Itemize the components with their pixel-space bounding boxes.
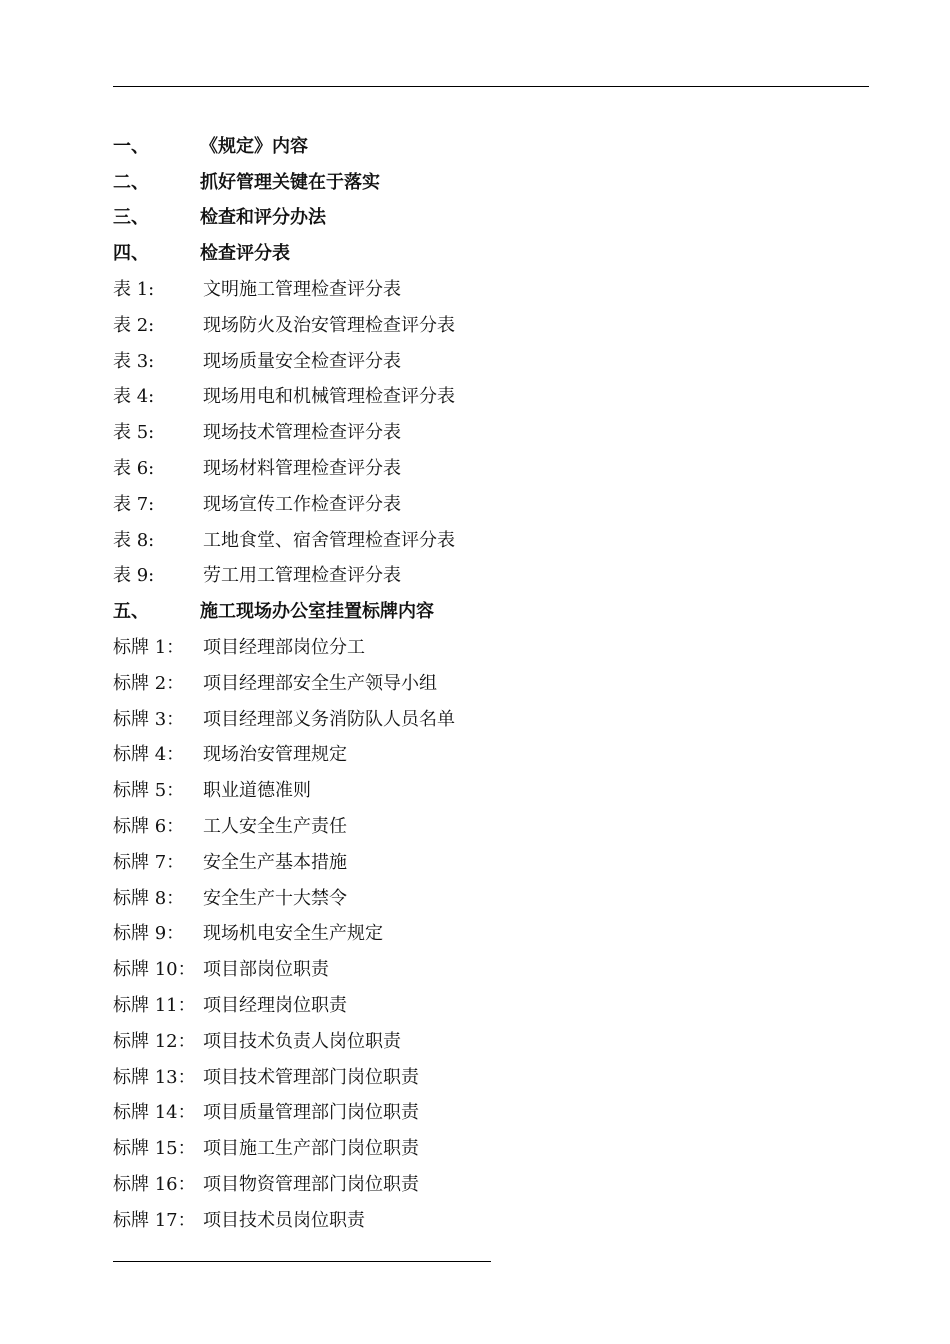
- entry-number: 标牌 5：: [113, 780, 185, 802]
- entry-number: 三、: [113, 207, 149, 229]
- entry-number: 标牌 10：: [113, 959, 196, 981]
- toc-entry: [113, 306, 813, 342]
- entry-title: 现场机电安全生产规定: [203, 923, 383, 945]
- toc-entry: [113, 342, 813, 378]
- toc-entry: [113, 1094, 813, 1130]
- toc-entry: [113, 1022, 813, 1058]
- entry-title: 项目经理部安全生产领导小组: [203, 672, 437, 694]
- entry-number: 标牌 16：: [113, 1174, 196, 1195]
- entry-number: 标牌 7：: [113, 851, 185, 873]
- entry-number: 标牌 14：: [113, 1102, 196, 1124]
- entry-title: 安全生产基本措施: [203, 851, 347, 873]
- toc-entry: [113, 736, 813, 772]
- entry-number: 标牌 11：: [113, 995, 196, 1017]
- toc-entry: [113, 807, 813, 843]
- toc-entry: [113, 557, 813, 593]
- entry-number: 二、: [113, 171, 149, 193]
- entry-title: 施工现场办公室挂置标牌内容: [200, 601, 434, 623]
- entry-title: 工人安全生产责任: [203, 816, 347, 838]
- entry-number: 四、: [113, 243, 149, 265]
- entry-number: 五、: [113, 601, 149, 623]
- entry-title: 抓好管理关键在于落实: [200, 171, 380, 193]
- entry-number: 表 7:: [113, 493, 155, 515]
- entry-title: 项目技术负责人岗位职责: [203, 1030, 401, 1052]
- entry-number: 标牌 9：: [113, 923, 185, 945]
- entry-number: 表 5:: [113, 422, 155, 444]
- toc-entry: [113, 378, 813, 414]
- entry-number: 表 2:: [113, 314, 155, 336]
- entry-title: 《规定》内容: [200, 135, 308, 157]
- entry-title: 检查评分表: [200, 243, 290, 265]
- entry-title: 现场防火及治安管理检查评分表: [203, 314, 455, 336]
- toc-entry: [113, 950, 813, 986]
- footnote-rule: [113, 1261, 491, 1262]
- section-heading: [113, 234, 813, 270]
- entry-title: 现场治安管理规定: [203, 744, 347, 766]
- section-heading: [113, 592, 813, 628]
- toc-entry: [113, 843, 813, 879]
- toc-entry: [113, 521, 813, 557]
- entry-title: 现场材料管理检查评分表: [203, 458, 401, 480]
- entry-title: 现场宣传工作检查评分表: [203, 493, 401, 515]
- toc-entry: [113, 700, 813, 736]
- toc-entry: [113, 771, 813, 807]
- entry-number: 标牌 3：: [113, 708, 185, 730]
- toc-entry: [113, 270, 813, 306]
- entry-title: 检查和评分办法: [200, 207, 326, 229]
- toc-entry: [113, 449, 813, 485]
- entry-title: 安全生产十大禁令: [203, 887, 347, 909]
- entry-title: 工地食堂、宿舍管理检查评分表: [203, 529, 455, 551]
- entry-title: 项目部岗位职责: [203, 959, 329, 981]
- entry-title: 项目经理部岗位分工: [203, 637, 365, 659]
- entry-title: 现场技术管理检查评分表: [203, 422, 401, 444]
- entry-number: 表 6:: [113, 458, 155, 480]
- entry-title: 项目物资管理部门岗位职责: [203, 1174, 419, 1195]
- entry-number: 标牌 4：: [113, 744, 185, 766]
- section-heading: [113, 199, 813, 235]
- entry-number: 一、: [113, 135, 149, 157]
- entry-number: 标牌 8：: [113, 887, 185, 909]
- entry-title: 现场质量安全检查评分表: [203, 350, 401, 372]
- toc-entry: [113, 1129, 813, 1165]
- section-heading: [113, 163, 813, 199]
- section-heading: [113, 127, 813, 163]
- entry-title: 现场用电和机械管理检查评分表: [203, 386, 455, 408]
- entry-title: 项目质量管理部门岗位职责: [203, 1102, 419, 1124]
- entry-title: 项目施工生产部门岗位职责: [203, 1138, 419, 1160]
- entry-number: 标牌 17：: [113, 1209, 196, 1231]
- table-of-contents: [113, 127, 813, 1237]
- entry-title: 项目经理部义务消防队人员名单: [203, 708, 455, 730]
- entry-title: 项目经理岗位职责: [203, 995, 347, 1017]
- header-rule: [113, 86, 869, 87]
- toc-entry: [113, 413, 813, 449]
- entry-number: 标牌 12：: [113, 1030, 196, 1052]
- entry-title: 劳工用工管理检查评分表: [203, 565, 401, 587]
- toc-entry: [113, 915, 813, 951]
- entry-number: 表 1:: [113, 279, 155, 301]
- toc-entry: [113, 986, 813, 1022]
- entry-title: 职业道德准则: [203, 780, 311, 802]
- toc-entry: [113, 879, 813, 915]
- entry-number: 标牌 15：: [113, 1138, 196, 1160]
- entry-title: 项目技术员岗位职责: [203, 1209, 365, 1231]
- entry-number: 标牌 1：: [113, 637, 185, 659]
- toc-entry: [113, 664, 813, 700]
- entry-title: 项目技术管理部门岗位职责: [203, 1066, 419, 1088]
- entry-number: 标牌 13：: [113, 1066, 196, 1088]
- entry-number: 标牌 2：: [113, 672, 185, 694]
- entry-number: 表 9:: [113, 565, 155, 587]
- toc-entry: [113, 1201, 813, 1237]
- toc-entry: [113, 485, 813, 521]
- entry-number: 表 4:: [113, 386, 155, 408]
- entry-number: 表 8:: [113, 529, 155, 551]
- entry-number: 表 3:: [113, 350, 155, 372]
- toc-entry: [113, 1165, 813, 1201]
- entry-number: 标牌 6：: [113, 816, 185, 838]
- toc-entry: [113, 1058, 813, 1094]
- entry-title: 文明施工管理检查评分表: [203, 279, 401, 301]
- toc-entry: [113, 628, 813, 664]
